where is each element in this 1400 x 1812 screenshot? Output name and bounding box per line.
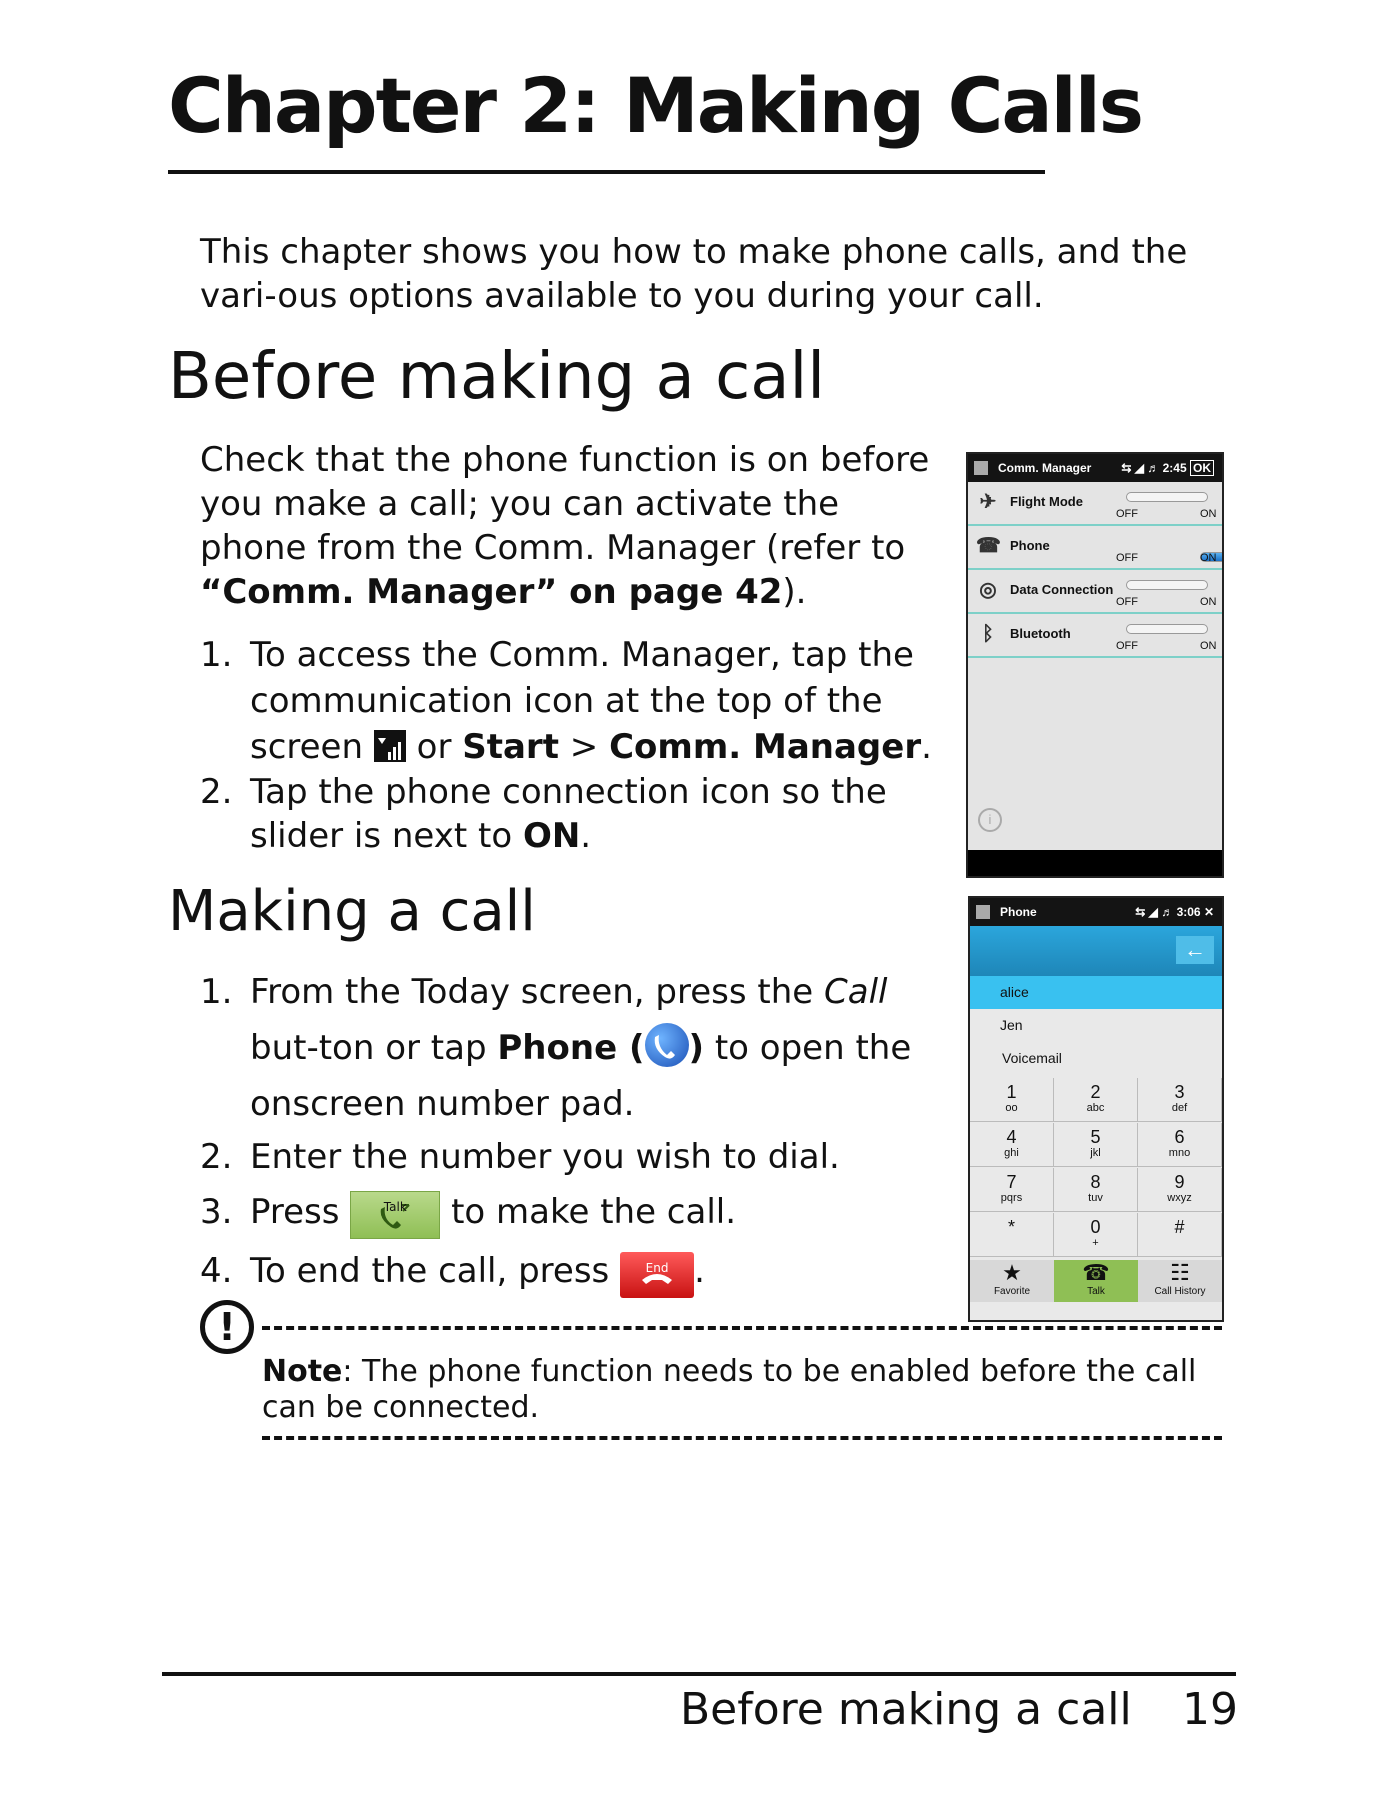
phone-bottom-bar [970, 1260, 1222, 1302]
keypad-key[interactable] [970, 1213, 1054, 1257]
key-digit: 3 [1174, 1082, 1185, 1102]
comm-manager-row[interactable] [968, 482, 1222, 526]
phone-dialer-screenshot [968, 896, 1224, 1322]
flight-mode-icon[interactable]: ✈ [979, 491, 997, 513]
comm-manager-row[interactable] [968, 614, 1222, 658]
on-label: ON [1200, 596, 1217, 608]
key-letters: ghi [1004, 1147, 1019, 1159]
list-item[interactable]: alice [970, 976, 1222, 1009]
key-letters: abc [1086, 1102, 1105, 1114]
keypad-key[interactable] [970, 1168, 1054, 1212]
comm-manager-row-label: Data Connection [1010, 582, 1114, 597]
off-label: OFF [1116, 552, 1138, 564]
keypad-key[interactable] [1138, 1168, 1222, 1212]
keypad-key[interactable] [1054, 1168, 1138, 1212]
keypad-key[interactable] [1054, 1123, 1138, 1167]
list-item [200, 1242, 945, 1300]
bluetooth-icon[interactable]: ᛒ [982, 623, 994, 645]
favorite-button[interactable] [970, 1260, 1054, 1302]
step-text: Press [250, 1192, 351, 1232]
backspace-icon[interactable]: ← [1176, 936, 1214, 964]
key-letters: jkl [1090, 1147, 1101, 1159]
number-pad [970, 1078, 1222, 1260]
step-text: . [580, 816, 592, 856]
keypad-key[interactable] [1138, 1123, 1222, 1167]
key-digit: 4 [1006, 1127, 1017, 1147]
step-text: To end the call, press [250, 1251, 621, 1291]
info-icon[interactable]: i [978, 808, 1002, 832]
comm-manager-screenshot [966, 452, 1224, 878]
phone-label: Phone ( [497, 1028, 645, 1068]
keypad-key[interactable] [970, 1123, 1054, 1167]
chapter-title: Chapter 2: Making Calls [168, 61, 1142, 150]
key-digit: 6 [1174, 1127, 1185, 1147]
step-number: 3. [200, 1192, 233, 1232]
call-label: Call [824, 972, 888, 1012]
talk-button[interactable] [1054, 1260, 1138, 1302]
note-text [262, 1354, 1222, 1426]
key-digit: 7 [1006, 1172, 1017, 1192]
off-label: OFF [1116, 508, 1138, 520]
list-item [200, 1182, 945, 1242]
off-label: OFF [1116, 596, 1138, 608]
comm-manager-row-label: Flight Mode [1010, 494, 1083, 509]
step-text: > [558, 727, 610, 767]
list-item[interactable]: Voicemail [1002, 1050, 1062, 1066]
start-label: Start [462, 727, 559, 767]
ok-button[interactable]: OK [1190, 460, 1214, 476]
footer-section-title: Before making a call [680, 1684, 1132, 1735]
data-connection-icon[interactable]: ◎ [979, 579, 997, 601]
note-alert-icon: ! [200, 1300, 254, 1354]
talk-label: Talk [383, 1200, 407, 1214]
note-body: : The phone function needs to be enabled before the call can be connected. [262, 1354, 1197, 1425]
keypad-key[interactable] [1054, 1078, 1138, 1122]
heading-before-making-call: Before making a call [168, 340, 826, 414]
windows-flag-icon [974, 461, 988, 475]
toggle-slider[interactable] [1126, 624, 1208, 634]
key-letters: wxyz [1167, 1192, 1192, 1204]
step-text: or [405, 727, 463, 767]
phone-title: Phone [1000, 905, 1037, 919]
comm-manager-row[interactable] [968, 570, 1222, 614]
step-number: 2. [200, 1137, 233, 1177]
clock: 3:06 [1176, 905, 1201, 919]
section1-steps [200, 632, 940, 858]
step-text: Enter the number you wish to dial. [250, 1137, 840, 1177]
footer-rule [162, 1672, 1236, 1676]
talk-button-image [350, 1191, 440, 1239]
on-label: ON [522, 816, 581, 856]
comm-manager-list [968, 482, 1222, 658]
history-icon: ☷ [1170, 1260, 1190, 1285]
end-label: End [645, 1261, 669, 1275]
on-label: ON [1200, 552, 1217, 564]
chapter-title-rule [168, 170, 1045, 174]
key-digit: * [1007, 1217, 1015, 1237]
bottom-bar-label: Talk [1087, 1286, 1105, 1297]
keypad-key[interactable] [1138, 1078, 1222, 1122]
heading-making-a-call: Making a call [168, 879, 536, 944]
list-item[interactable]: Jen [1000, 1017, 1023, 1033]
on-label: ON [1200, 508, 1217, 520]
step-text: but-ton or tap [250, 1028, 498, 1068]
windows-flag-icon [976, 905, 990, 919]
comm-manager-title: Comm. Manager [998, 461, 1092, 475]
step-number: 1. [200, 972, 233, 1012]
phone-icon[interactable]: ☎ [976, 535, 1001, 557]
step-number: 4. [200, 1251, 233, 1291]
list-item [200, 1132, 945, 1182]
off-label: OFF [1116, 640, 1138, 652]
note-label: Note [262, 1354, 343, 1389]
key-digit: 9 [1174, 1172, 1185, 1192]
key-letters: def [1171, 1102, 1188, 1114]
step-text: . [694, 1251, 705, 1291]
step-number: 1. [200, 635, 233, 675]
contact-list [970, 976, 1222, 1076]
key-digit: 5 [1090, 1127, 1101, 1147]
key-digit: 8 [1090, 1172, 1101, 1192]
bottom-bar-label: Favorite [993, 1286, 1031, 1297]
section1-text-b: ). [782, 572, 807, 612]
comm-manager-status: ⇆ ◢ ♬ 2:45 OK [1121, 454, 1214, 482]
comm-manager-label: Comm. Manager [609, 727, 922, 767]
call-history-button[interactable] [1138, 1260, 1222, 1302]
key-letters: tuv [1088, 1192, 1103, 1204]
section1-paragraph [200, 438, 940, 614]
step-text: . [921, 727, 932, 767]
key-letters: pqrs [1000, 1192, 1023, 1204]
comm-manager-row[interactable] [968, 526, 1222, 570]
comm-manager-bottom-bar [968, 850, 1222, 876]
list-item [200, 964, 945, 1132]
page-number: 19 [1182, 1684, 1238, 1735]
note-divider-bottom [262, 1436, 1222, 1440]
phone-titlebar [970, 898, 1222, 926]
bottom-bar-label: Call History [1154, 1286, 1206, 1297]
step-text: to open the onscreen number pad. [250, 1028, 912, 1124]
comm-manager-row-label: Bluetooth [1010, 626, 1071, 641]
keypad-key[interactable] [970, 1078, 1054, 1122]
phone-status: ⇆ ◢ ♬ 3:06 ✕ [1135, 905, 1214, 919]
key-digit: 1 [1006, 1082, 1017, 1102]
comm-manager-row-label: Phone [1010, 538, 1050, 553]
comm-manager-titlebar [968, 454, 1222, 482]
keypad-key[interactable] [1054, 1213, 1138, 1257]
phone-icon [645, 1023, 689, 1067]
step-text: From the Today screen, press the [250, 972, 824, 1012]
toggle-slider[interactable] [1126, 580, 1208, 590]
dial-display [970, 926, 1222, 976]
on-label: ON [1200, 640, 1217, 652]
section2-steps [200, 964, 945, 1300]
star-icon: ★ [1002, 1260, 1022, 1285]
step-text: to make the call. [440, 1192, 737, 1232]
key-digit: # [1174, 1217, 1185, 1237]
toggle-slider[interactable] [1126, 492, 1208, 502]
intro-paragraph: This chapter shows you how to make phone calls, and the vari-ous options available to you during your call. [200, 232, 1188, 316]
key-letters: oo [1005, 1102, 1018, 1114]
talk-icon: ☎ [1082, 1260, 1110, 1285]
comm-manager-reference: “Comm. Manager” on page 42 [200, 572, 783, 612]
step-text: Tap the phone connection icon so the slider is next to [250, 772, 887, 856]
note-divider-top [262, 1326, 1222, 1330]
signal-icon [374, 730, 406, 762]
key-digit: 2 [1090, 1082, 1101, 1102]
end-button-image [620, 1252, 694, 1298]
step-text: To access the Comm. Manager, tap the communication icon at the top of the screen [250, 635, 914, 767]
key-digit: 0 [1090, 1217, 1101, 1237]
section1-text-a: Check that the phone function is on before you make a call; you can activate the phone from the Comm. Manager (refer to [200, 440, 930, 568]
key-letters: + [1092, 1237, 1099, 1249]
list-item [200, 770, 940, 858]
phone-label-close: ) [688, 1028, 705, 1068]
keypad-key[interactable] [1138, 1213, 1222, 1257]
key-letters: mno [1168, 1147, 1191, 1159]
clock: 2:45 [1162, 461, 1187, 475]
step-number: 2. [200, 772, 233, 812]
list-item [200, 632, 940, 770]
